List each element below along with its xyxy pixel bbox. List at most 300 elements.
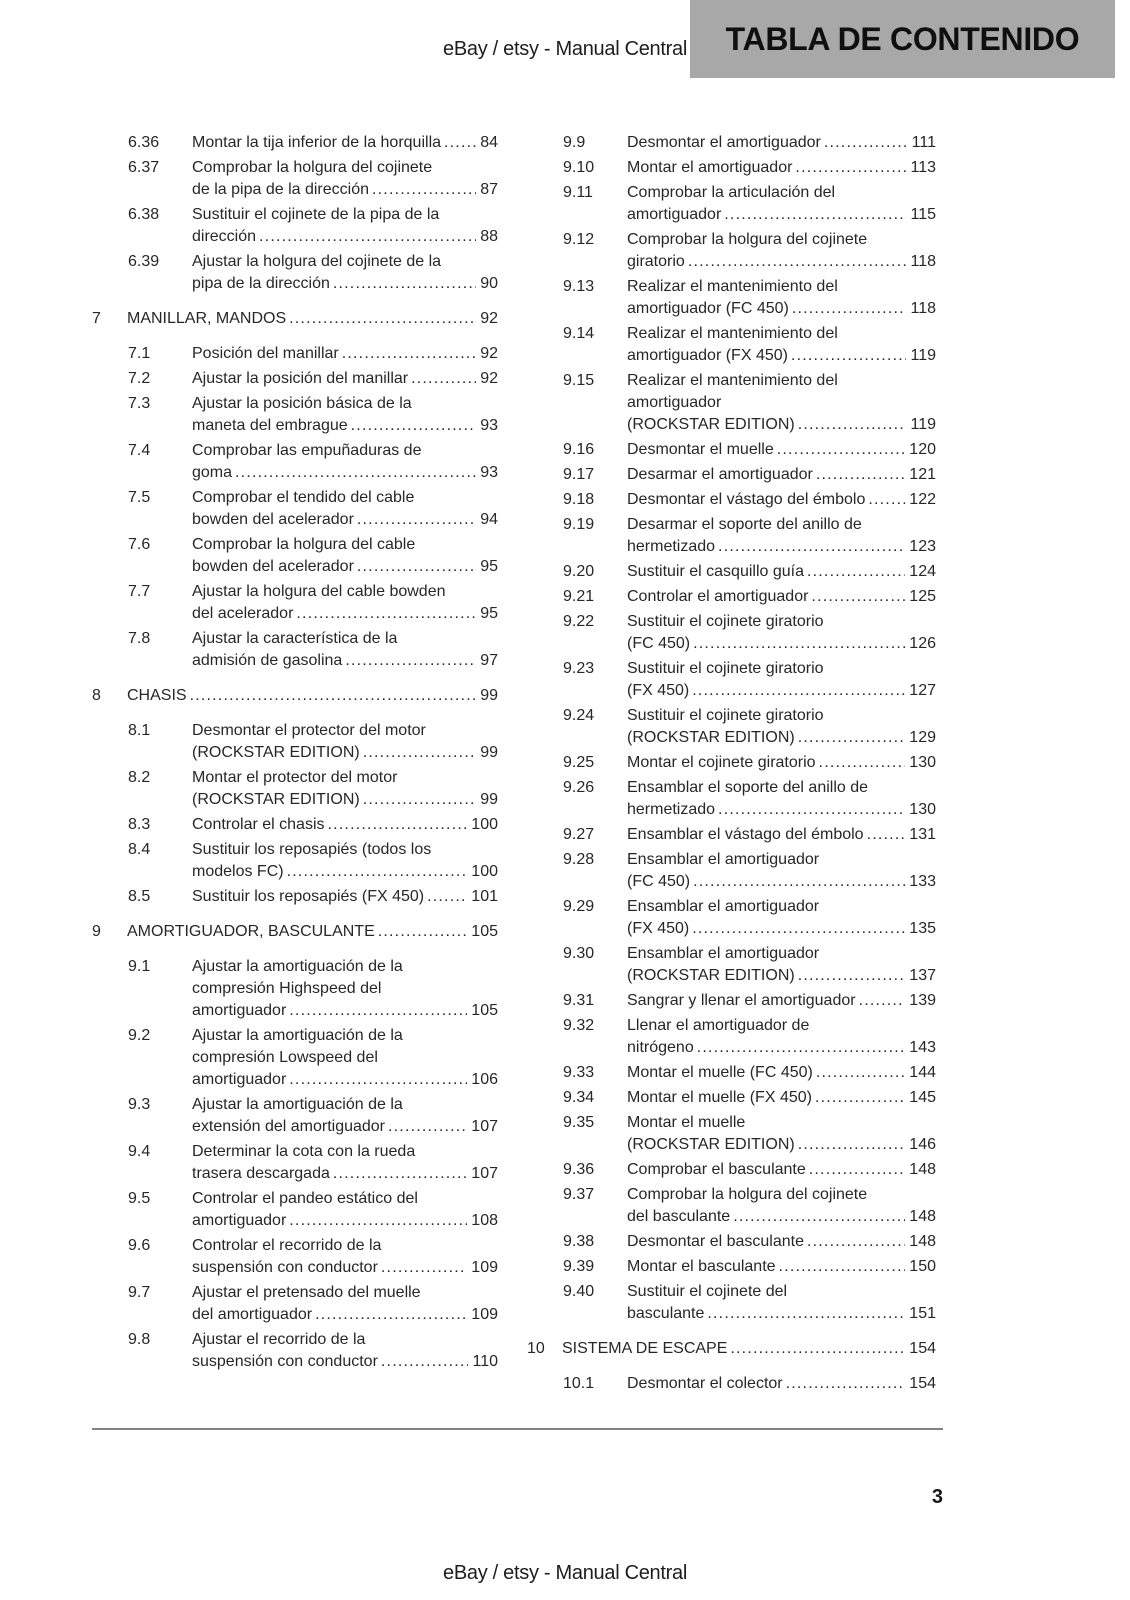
toc-entry-page: 100	[471, 863, 498, 880]
toc-entry-last-line	[627, 680, 936, 702]
toc-sub-entry	[527, 777, 936, 821]
toc-entry-text: (ROCKSTAR EDITION)	[192, 791, 360, 808]
toc-entry-text: nitrógeno	[627, 1039, 694, 1056]
toc-entry-number: 9.27	[563, 826, 595, 843]
dot-leader	[444, 132, 476, 154]
toc-entry-text-line: Ajustar la característica de la	[192, 630, 398, 647]
toc-entry-page: 143	[909, 1039, 936, 1056]
toc-entry-number: 6.37	[128, 159, 160, 176]
dot-leader	[333, 1163, 467, 1185]
toc-entry-page: 145	[909, 1089, 936, 1106]
toc-sub-entry	[527, 824, 936, 846]
toc-entry-last-line	[627, 1037, 936, 1059]
toc-column-right	[527, 132, 936, 1398]
dot-leader	[724, 204, 906, 226]
dot-leader	[692, 918, 905, 940]
toc-entry-text: Ensamblar el vástago del émbolo	[627, 826, 864, 843]
toc-entry-text-line: Realizar el mantenimiento del	[627, 325, 838, 342]
toc-entry-text-line: Ajustar la amortiguación de la	[192, 958, 403, 975]
toc-entry-number: 9.33	[563, 1064, 595, 1081]
toc-entry-last-line	[627, 965, 936, 987]
dot-leader	[718, 799, 905, 821]
toc-entry-text-line: compresión Highspeed del	[192, 980, 382, 997]
toc-entry-text-line: Ensamblar el amortiguador	[627, 851, 820, 868]
toc-entry-number: 9.19	[563, 516, 595, 533]
toc-entry-last-line	[192, 462, 498, 484]
toc-entry-last-line	[192, 742, 498, 764]
dot-leader	[363, 789, 477, 811]
toc-entry-text-line: Ensamblar el amortiguador	[627, 945, 820, 962]
toc-entry-number: 9.40	[563, 1283, 595, 1300]
toc-sub-entry	[527, 439, 936, 461]
dot-leader	[363, 742, 477, 764]
toc-entry-last-line	[627, 464, 936, 486]
toc-entry-text: Controlar el amortiguador	[627, 588, 809, 605]
toc-entry-number: 9.22	[563, 613, 595, 630]
toc-entry-text: modelos FC)	[192, 863, 284, 880]
toc-entry-text: (ROCKSTAR EDITION)	[627, 416, 795, 433]
dot-leader	[388, 1116, 467, 1138]
toc-sub-entry	[92, 1282, 498, 1326]
toc-entry-page: 146	[909, 1136, 936, 1153]
toc-entry-text-line: Desmontar el protector del motor	[192, 722, 426, 739]
toc-entry-text: Montar la tija inferior de la horquilla	[192, 134, 442, 151]
dot-leader	[693, 871, 905, 893]
toc-entry-last-line	[627, 251, 936, 273]
toc-entry-text: suspensión con conductor	[192, 1259, 378, 1276]
toc-entry-number: 9.24	[563, 707, 595, 724]
toc-entry-number: 7.5	[128, 489, 151, 506]
toc-entry-number: 9.6	[128, 1237, 151, 1254]
dot-leader	[411, 368, 476, 390]
toc-sub-entry	[527, 1373, 936, 1395]
toc-entry-last-line	[192, 1163, 498, 1185]
toc-entry-last-line	[627, 799, 936, 821]
toc-entry-last-line	[127, 685, 498, 707]
toc-entry-page: 90	[480, 275, 498, 292]
toc-sub-entry	[527, 464, 936, 486]
toc-entry-number: 10	[527, 1340, 545, 1357]
toc-entry-page: 131	[909, 826, 936, 843]
toc-entry-last-line	[627, 1303, 936, 1325]
toc-sub-entry	[92, 1329, 498, 1373]
toc-sub-entry	[92, 628, 498, 672]
toc-sub-entry	[92, 886, 498, 908]
toc-entry-text: Comprobar el basculante	[627, 1161, 806, 1178]
toc-entry-page: 123	[909, 538, 936, 555]
toc-entry-text: dirección	[192, 228, 257, 245]
toc-sub-entry	[527, 1062, 936, 1084]
toc-sub-entry	[92, 1025, 498, 1091]
toc-entry-number: 7.6	[128, 536, 151, 553]
toc-entry-number: 9.36	[563, 1161, 595, 1178]
dot-leader	[807, 1231, 905, 1253]
toc-entry-page: 130	[909, 801, 936, 818]
toc-sub-entry	[527, 157, 936, 179]
toc-entry-number: 7.8	[128, 630, 151, 647]
toc-entry-last-line	[627, 1373, 936, 1395]
toc-entry-text: Montar el basculante	[627, 1258, 776, 1275]
dot-leader	[824, 132, 908, 154]
toc-entry-text: Controlar el chasis	[192, 816, 325, 833]
dot-leader	[798, 414, 907, 436]
toc-entry-text: pipa de la dirección	[192, 275, 330, 292]
toc-entry-number: 9.26	[563, 779, 595, 796]
toc-sub-entry	[92, 581, 498, 625]
toc-entry-text: del acelerador	[192, 605, 294, 622]
toc-sub-entry	[527, 705, 936, 749]
toc-sub-entry	[92, 132, 498, 154]
toc-column-left	[92, 132, 498, 1376]
toc-entry-page: 148	[909, 1208, 936, 1225]
toc-entry-text-line: Sustituir el cojinete del	[627, 1283, 788, 1300]
dot-leader	[786, 1373, 906, 1395]
toc-entry-number: 8.1	[128, 722, 151, 739]
toc-entry-page: 95	[480, 605, 498, 622]
toc-entry-page: 119	[910, 347, 936, 364]
toc-entry-number: 9.20	[563, 563, 595, 580]
dot-leader	[357, 556, 476, 578]
dot-leader	[289, 1069, 467, 1091]
toc-entry-text: goma	[192, 464, 233, 481]
toc-entry-text: Montar el muelle (FC 450)	[627, 1064, 813, 1081]
toc-entry-page: 109	[471, 1259, 498, 1276]
toc-sub-entry	[527, 1256, 936, 1278]
toc-entry-text-line: amortiguador	[627, 394, 722, 411]
toc-sub-entry	[527, 182, 936, 226]
toc-entry-number: 6.36	[128, 134, 160, 151]
toc-entry-number: 9.31	[563, 992, 595, 1009]
toc-entry-text-line: Desarmar el soporte del anillo de	[627, 516, 862, 533]
toc-entry-page: 111	[911, 134, 936, 151]
toc-entry-text: Desmontar el vástago del émbolo	[627, 491, 866, 508]
toc-entry-page: 124	[909, 563, 936, 580]
toc-entry-last-line	[627, 1087, 936, 1109]
toc-entry-text: CHASIS	[127, 687, 187, 704]
toc-entry-number: 9.14	[563, 325, 595, 342]
toc-entry-page: 135	[909, 920, 936, 937]
toc-entry-last-line	[627, 752, 936, 774]
toc-entry-number: 9.15	[563, 372, 595, 389]
toc-entry-page: 93	[480, 464, 498, 481]
toc-sub-entry	[527, 1184, 936, 1228]
toc-entry-text: Montar el amortiguador	[627, 159, 793, 176]
toc-entry-text: extensión del amortiguador	[192, 1118, 386, 1135]
toc-entry-last-line	[627, 1206, 936, 1228]
dot-leader	[692, 680, 905, 702]
dot-leader	[798, 965, 906, 987]
toc-entry-text: amortiguador (FX 450)	[627, 347, 788, 364]
toc-entry-last-line	[627, 1159, 936, 1181]
toc-entry-text-line: Comprobar la holgura del cojinete	[627, 1186, 868, 1203]
dot-leader	[795, 157, 906, 179]
dot-leader	[791, 345, 907, 367]
toc-sub-entry	[527, 489, 936, 511]
dot-leader	[333, 273, 476, 295]
toc-entry-page: 101	[471, 888, 498, 905]
toc-entry-page: 154	[909, 1375, 936, 1392]
toc-entry-page: 92	[480, 345, 498, 362]
toc-entry-last-line	[192, 556, 498, 578]
toc-entry-number: 6.39	[128, 253, 160, 270]
toc-entry-last-line	[192, 814, 498, 836]
toc-entry-number: 9.39	[563, 1258, 595, 1275]
toc-entry-page: 87	[480, 181, 498, 198]
toc-entry-page: 99	[480, 687, 498, 704]
toc-entry-text-line: Comprobar la holgura del cable	[192, 536, 416, 553]
toc-entry-page: 107	[471, 1118, 498, 1135]
toc-sub-entry	[527, 1159, 936, 1181]
toc-entry-text-line: Comprobar la holgura del cojinete	[627, 231, 868, 248]
toc-entry-text: (ROCKSTAR EDITION)	[627, 967, 795, 984]
footer-page-number: 3	[931, 1486, 943, 1508]
toc-entry-text-line: Ajustar el pretensado del muelle	[192, 1284, 421, 1301]
dot-leader	[296, 603, 476, 625]
toc-entry-text-line: Sustituir el cojinete giratorio	[627, 613, 824, 630]
dot-leader	[427, 886, 467, 908]
toc-entry-text: admisión de gasolina	[192, 652, 343, 669]
toc-entry-number: 9.11	[563, 184, 593, 201]
watermark-top: eBay / etsy - Manual Central	[443, 38, 687, 60]
toc-entry-text-line: Ajustar la amortiguación de la	[192, 1027, 403, 1044]
toc-entry-text-line: Sustituir los reposapiés (todos los	[192, 841, 432, 858]
toc-entry-text: suspensión con conductor	[192, 1353, 378, 1370]
toc-sub-entry	[527, 943, 936, 987]
toc-entry-text: (FX 450)	[627, 682, 690, 699]
dot-leader	[328, 814, 468, 836]
dot-leader	[357, 509, 476, 531]
toc-entry-number: 9.16	[563, 441, 595, 458]
toc-chapter-entry	[92, 685, 498, 707]
toc-entry-last-line	[192, 886, 498, 908]
toc-entry-last-line	[192, 273, 498, 295]
toc-entry-text-line: Montar el protector del motor	[192, 769, 398, 786]
toc-entry-last-line	[627, 1256, 936, 1278]
toc-entry-text-line: Determinar la cota con la rueda	[192, 1143, 416, 1160]
toc-entry-page: 88	[480, 228, 498, 245]
toc-entry-text: de la pipa de la dirección	[192, 181, 370, 198]
dot-leader	[868, 489, 905, 511]
dot-leader	[378, 921, 468, 943]
toc-chapter-entry	[92, 921, 498, 943]
toc-entry-last-line	[192, 1304, 498, 1326]
toc-entry-page: 100	[471, 816, 498, 833]
toc-entry-text-line: Ajustar la posición básica de la	[192, 395, 412, 412]
dot-leader	[777, 439, 906, 461]
dot-leader	[289, 1000, 467, 1022]
dot-leader	[819, 752, 906, 774]
toc-chapter-entry	[527, 1338, 936, 1360]
toc-entry-last-line	[192, 226, 498, 248]
toc-entry-last-line	[192, 1000, 498, 1022]
toc-entry-number: 7.1	[128, 345, 151, 362]
dot-leader	[235, 462, 476, 484]
toc-entry-number: 7.4	[128, 442, 151, 459]
toc-entry-text: Ajustar la posición del manillar	[192, 370, 409, 387]
toc-entry-last-line	[192, 1069, 498, 1091]
dot-leader	[345, 650, 476, 672]
dot-leader	[815, 1087, 905, 1109]
toc-entry-text: del amortiguador	[192, 1306, 313, 1323]
toc-entry-number: 8.4	[128, 841, 151, 858]
toc-sub-entry	[92, 204, 498, 248]
toc-entry-last-line	[627, 345, 936, 367]
toc-sub-entry	[92, 956, 498, 1022]
toc-entry-number: 9.17	[563, 466, 595, 483]
toc-entry-page: 118	[910, 300, 936, 317]
toc-entry-text-line: Llenar el amortiguador de	[627, 1017, 810, 1034]
toc-entry-last-line	[627, 990, 936, 1012]
dot-leader	[693, 633, 905, 655]
toc-entry-number: 9.7	[128, 1284, 151, 1301]
dot-leader	[351, 415, 477, 437]
toc-entry-text: AMORTIGUADOR, BASCULANTE	[127, 923, 375, 940]
toc-entry-page: 130	[909, 754, 936, 771]
toc-entry-last-line	[192, 368, 498, 390]
toc-entry-text: amortiguador	[192, 1071, 287, 1088]
toc-sub-entry	[92, 343, 498, 365]
dot-leader	[816, 1062, 905, 1084]
toc-entry-page: 129	[909, 729, 936, 746]
toc-entry-last-line	[627, 1231, 936, 1253]
toc-sub-entry	[92, 368, 498, 390]
dot-leader	[315, 1304, 467, 1326]
toc-entry-number: 9.4	[128, 1143, 151, 1160]
toc-entry-last-line	[627, 132, 936, 154]
toc-entry-text-line: Ajustar la amortiguación de la	[192, 1096, 403, 1113]
toc-entry-page: 99	[480, 791, 498, 808]
toc-entry-last-line	[127, 308, 498, 330]
toc-entry-number: 9	[92, 923, 101, 940]
dot-leader	[707, 1303, 905, 1325]
toc-entry-text: Posición del manillar	[192, 345, 339, 362]
dot-leader	[381, 1257, 467, 1279]
toc-entry-last-line	[627, 439, 936, 461]
toc-entry-page: 109	[471, 1306, 498, 1323]
dot-leader	[733, 1206, 905, 1228]
toc-entry-page: 154	[909, 1340, 936, 1357]
toc-entry-number: 6.38	[128, 206, 160, 223]
toc-sub-entry	[92, 1235, 498, 1279]
toc-entry-last-line	[627, 871, 936, 893]
dot-leader	[811, 586, 905, 608]
dot-leader	[730, 1338, 905, 1360]
toc-entry-text-line: Comprobar el tendido del cable	[192, 489, 415, 506]
dot-leader	[688, 251, 907, 273]
toc-entry-number: 9.29	[563, 898, 595, 915]
toc-entry-text: amortiguador	[192, 1212, 287, 1229]
toc-entry-text: bowden del acelerador	[192, 558, 354, 575]
dot-leader	[718, 536, 905, 558]
toc-entry-number: 9.18	[563, 491, 595, 508]
dot-leader	[798, 1134, 906, 1156]
toc-entry-text: trasera descargada	[192, 1165, 330, 1182]
toc-entry-text: amortiguador (FC 450)	[627, 300, 789, 317]
toc-entry-page: 115	[910, 206, 936, 223]
toc-entry-number: 9.34	[563, 1089, 595, 1106]
toc-sub-entry	[527, 561, 936, 583]
toc-entry-number: 9.25	[563, 754, 595, 771]
toc-entry-text-line: Montar el muelle	[627, 1114, 746, 1131]
toc-sub-entry	[92, 1141, 498, 1185]
toc-entry-text-line: Ajustar la holgura del cable bowden	[192, 583, 446, 600]
toc-entry-text: maneta del embrague	[192, 417, 348, 434]
toc-entry-text-line: Controlar el pandeo estático del	[192, 1190, 418, 1207]
dot-leader	[779, 1256, 906, 1278]
toc-entry-text: (ROCKSTAR EDITION)	[627, 729, 795, 746]
toc-entry-number: 9.10	[563, 159, 595, 176]
toc-entry-text: Desmontar el amortiguador	[627, 134, 821, 151]
toc-entry-text: Montar el cojinete giratorio	[627, 754, 816, 771]
toc-entry-page: 93	[480, 417, 498, 434]
toc-entry-text: basculante	[627, 1305, 705, 1322]
toc-entry-page: 144	[909, 1064, 936, 1081]
toc-entry-page: 150	[909, 1258, 936, 1275]
toc-sub-entry	[92, 157, 498, 201]
toc-entry-last-line	[627, 536, 936, 558]
toc-entry-page: 133	[909, 873, 936, 890]
toc-entry-page: 118	[910, 253, 936, 270]
toc-entry-last-line	[627, 633, 936, 655]
toc-entry-text-line: Ensamblar el soporte del anillo de	[627, 779, 869, 796]
toc-entry-number: 8.5	[128, 888, 151, 905]
toc-entry-last-line	[192, 1351, 498, 1373]
dot-leader	[807, 561, 905, 583]
toc-entry-number: 8	[92, 687, 101, 704]
toc-entry-last-line	[192, 132, 498, 154]
toc-entry-page: 92	[480, 310, 498, 327]
toc-entry-number: 7.7	[128, 583, 151, 600]
toc-entry-page: 139	[909, 992, 936, 1009]
dot-leader	[792, 298, 907, 320]
toc-entry-page: 99	[480, 744, 498, 761]
toc-entry-number: 9.23	[563, 660, 595, 677]
toc-entry-page: 84	[480, 134, 498, 151]
toc-entry-page: 126	[909, 635, 936, 652]
toc-entry-last-line	[192, 509, 498, 531]
toc-entry-page: 120	[909, 441, 936, 458]
toc-entry-last-line	[627, 824, 936, 846]
toc-entry-page: 151	[909, 1305, 936, 1322]
toc-entry-last-line	[192, 789, 498, 811]
toc-entry-text: (FC 450)	[627, 635, 691, 652]
dot-leader	[190, 685, 477, 707]
toc-entry-number: 9.3	[128, 1096, 151, 1113]
toc-sub-entry	[527, 370, 936, 436]
toc-entry-last-line	[192, 603, 498, 625]
toc-entry-text: amortiguador	[192, 1002, 287, 1019]
toc-entry-text: (ROCKSTAR EDITION)	[627, 1136, 795, 1153]
toc-entry-text-line: Comprobar la holgura del cojinete	[192, 159, 433, 176]
toc-entry-last-line	[627, 298, 936, 320]
toc-entry-number: 8.2	[128, 769, 151, 786]
toc-sub-entry	[527, 896, 936, 940]
toc-entry-text: hermetizado	[627, 801, 716, 818]
toc-entry-text: (ROCKSTAR EDITION)	[192, 744, 360, 761]
toc-entry-text: Desmontar el basculante	[627, 1233, 804, 1250]
toc-entry-text: bowden del acelerador	[192, 511, 354, 528]
toc-entry-page: 148	[909, 1233, 936, 1250]
toc-entry-text: giratorio	[627, 253, 685, 270]
toc-sub-entry	[527, 514, 936, 558]
toc-entry-last-line	[627, 918, 936, 940]
toc-entry-text-line: compresión Lowspeed del	[192, 1049, 378, 1066]
dot-leader	[816, 464, 905, 486]
toc-entry-page: 127	[909, 682, 936, 699]
toc-entry-last-line	[562, 1338, 936, 1360]
toc-sub-entry	[527, 276, 936, 320]
toc-entry-number: 9.9	[563, 134, 586, 151]
